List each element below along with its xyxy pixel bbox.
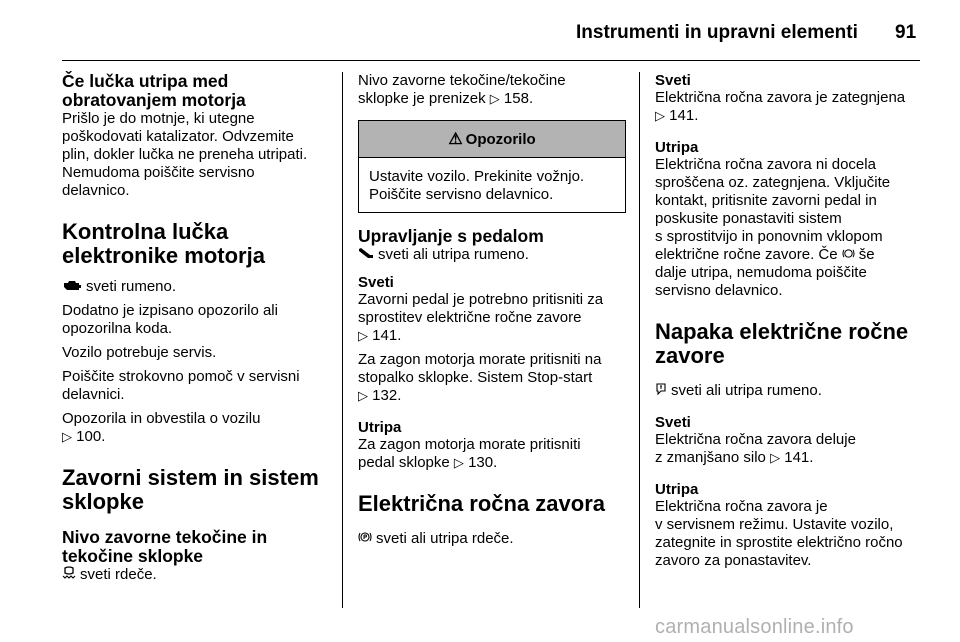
text-line: Opozorila in obvestila o vozilu [62,410,261,427]
page-reference[interactable]: 141. [372,327,402,344]
section-heading [62,466,334,514]
text-line [655,449,925,467]
paragraph [62,302,334,338]
text-line: Ustavite vozilo. Prekinite vožnjo. [369,168,585,185]
paragraph [358,246,626,264]
state-label: Sveti [358,274,394,291]
text-line: zategnite in sprostite električno ročno [655,534,903,551]
text-line: delavnici. [62,386,125,403]
heading-line: tekočine sklopke [62,546,204,566]
text-line: Električna ročna zavora je [655,498,828,515]
page-reference[interactable]: 100. [76,428,106,445]
paragraph: Vozilo potrebuje servis. [62,344,217,361]
ref-arrow-icon: ▷ [770,450,781,465]
paragraph [358,291,626,345]
paragraph [358,436,626,472]
text-line: Nivo zavorne tekočine/tekočine [358,72,566,89]
indicator-text: sveti ali utripa rumeno. [378,246,529,263]
page-reference[interactable]: 141. [784,449,814,466]
heading-line: obratovanjem motorja [62,90,246,110]
page-reference[interactable]: 141. [669,107,699,124]
column-divider [342,72,343,608]
parking-brake-fault-icon [655,382,667,400]
ref-arrow-icon: ▷ [489,91,500,106]
paragraph [655,156,925,300]
brake-fluid-icon [62,566,76,584]
text-line: zavoro za ponastavitev. [655,552,812,569]
heading-line: Nivo zavorne tekočine in [62,527,268,547]
paragraph [655,431,925,467]
heading-line: sklopke [62,489,144,514]
parking-brake-icon [358,530,372,548]
text-fragment: še [858,246,875,263]
page-header [0,0,960,60]
paragraph [62,278,334,296]
paragraph [62,110,334,200]
text-fragment: sklopke je prenizek [358,90,486,107]
text-line: poškodovati katalizator. Odvzemite [62,128,294,145]
text-line: sproščena oz. zategnjena. Vključite [655,174,891,191]
paragraph [358,72,626,108]
text-line: servisno delavnico. [655,282,783,299]
text-line: Električna ročna zavora je zategnjena [655,89,906,106]
heading-line: Če lučka utripa med [62,71,229,91]
warning-header [359,121,625,158]
paragraph [62,410,334,446]
text-line: Za zagon motorja morate pritisniti [358,436,581,453]
text-line [655,107,925,125]
heading-line: Napaka električne ročne [655,319,909,344]
text-fragment: električne ročne zavore. Če [655,246,838,263]
text-line: Električna ročna zavora ni docela [655,156,876,173]
text-line: stopalko sklopke. Sistem Stop-start [358,369,593,386]
text-line: Za zagon motorja morate pritisniti na [358,351,602,368]
heading-line: zavore [655,343,725,368]
warning-triangle-icon: ⚠ [448,131,463,148]
state-label: Sveti [655,72,691,89]
text-line: poskusite ponastaviti sistem [655,210,842,227]
column-left [62,72,334,584]
heading-line: Kontrolna lučka [62,219,229,244]
warning-body [359,158,625,212]
text-fragment: z zmanjšano silo [655,449,766,466]
text-line: Dodatno je izpisano opozorilo ali [62,302,278,319]
column-right [655,72,925,570]
text-line [62,428,334,446]
state-label: Utripa [655,481,699,498]
text-line: Električna ročna zavora deluje [655,431,856,448]
warning-title: Opozorilo [465,130,536,148]
text-line: kontakt, pritisnite zavorni pedal in [655,192,877,209]
indicator-text: sveti rdeče. [80,566,157,583]
text-line: Prišlo je do motnje, ki utegne [62,110,255,127]
watermark: carmanualsonline.info [655,616,854,638]
subsection-heading: Upravljanje s pedalom [358,226,544,246]
page-reference[interactable]: 130. [468,454,498,471]
subsection-heading [62,528,334,566]
text-line: Poiščite strokovno pomoč v servisni [62,368,300,385]
text-line [358,327,626,345]
heading-line: Zavorni sistem in sistem [62,465,319,490]
indicator-text: sveti ali utripa rumeno. [671,382,822,399]
page-reference[interactable]: 132. [372,387,402,404]
section-heading: Električna ročna zavora [358,491,606,516]
text-line [358,454,626,472]
paragraph [655,382,925,400]
paragraph [358,530,626,548]
engine-check-icon [62,278,82,296]
text-line: dalje utripa, nemudoma poiščite [655,264,867,281]
page-reference[interactable]: 158. [503,90,534,107]
text-line: delavnico. [62,182,130,199]
ref-arrow-icon: ▷ [358,328,368,343]
paragraph [655,498,925,570]
section-heading [655,320,925,368]
indicator-text: sveti ali utripa rdeče. [376,530,514,547]
text-line: plin, dokler lučka ne preneha utripati. [62,146,308,163]
ref-arrow-icon: ▷ [655,108,665,123]
parking-brake-icon [842,246,855,264]
page-title: Instrumenti in upravni elementi [576,22,858,43]
pedal-icon [358,246,374,264]
text-line: Nemudoma poiščite servisno [62,164,255,181]
ref-arrow-icon: ▷ [62,429,72,444]
text-line: Zavorni pedal je potrebno pritisniti za [358,291,604,308]
ref-arrow-icon: ▷ [358,388,368,403]
ref-arrow-icon: ▷ [453,455,464,470]
text-line: s sprostitvijo in ponovnim vklopom [655,228,883,245]
column-middle [358,72,626,548]
text-line: v servisnem režimu. Ustavite vozilo, [655,516,894,533]
column-divider [639,72,640,608]
paragraph [655,89,925,125]
paragraph [62,368,334,404]
text-line [655,246,925,264]
indicator-text: sveti rumeno. [86,278,177,295]
text-line [358,90,626,108]
section-heading [62,220,334,268]
heading-line: elektronike motorja [62,243,265,268]
state-label: Sveti [655,414,691,431]
text-fragment: pedal sklopke [358,454,450,471]
text-line: opozorilna koda. [62,320,173,337]
section-heading [62,72,334,110]
state-label: Utripa [358,419,402,436]
page-number: 91 [895,22,917,43]
warning-box [358,120,626,213]
header-rule [62,60,920,61]
text-line: Poiščite servisno delavnico. [369,186,554,203]
paragraph [62,566,334,584]
paragraph [358,351,626,405]
state-label: Utripa [655,139,699,156]
text-line [358,387,626,405]
text-line: sprostitev električne ročne zavore [358,309,582,326]
